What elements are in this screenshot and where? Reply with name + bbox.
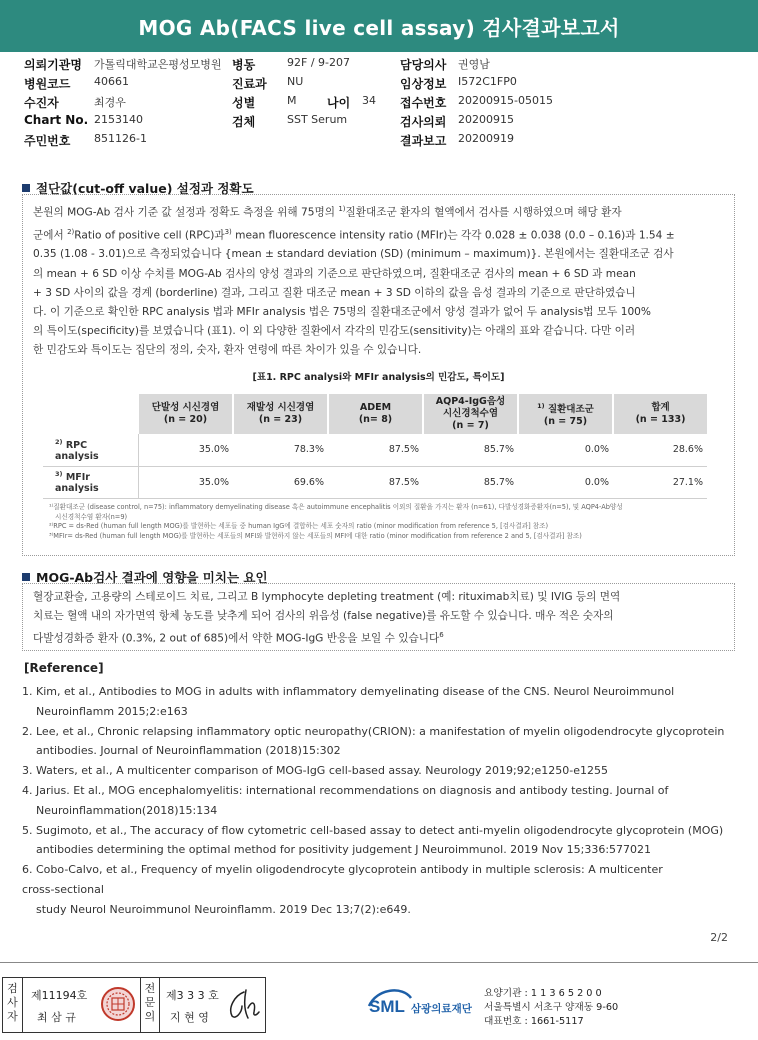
col-header: $^{1)}$ 질환대조군 (n = 75) xyxy=(518,394,613,434)
signature-box xyxy=(2,977,266,1033)
sex-value: M xyxy=(287,94,297,107)
clinical-label: 임상정보 xyxy=(400,77,447,91)
table-row xyxy=(43,466,707,498)
report-title: MOG Ab(FACS live cell assay) 검사결과보고서 xyxy=(0,0,758,52)
reference-item: 5. Sugimoto, et al., The accuracy of flow cytometric cell-based assay to detect anti-myelin oligodendrocyte glycoprotein (MOG) xyxy=(22,823,724,837)
row-header: $^{2)}$ RPC analysis xyxy=(43,434,138,466)
reference-item: 6. Cobo-Calvo, et al., Frequency of myelin oligodendrocyte glycoprotein antibody in multiple sclerosis: A multicenter xyxy=(22,863,663,877)
table-cell: 85.7% xyxy=(423,434,518,466)
reference-item: 1. Kim, et al., Antibodies to MOG in adults with inflammatory demyelinating disease of the CNS. Neurol Neuroimmunol xyxy=(22,685,675,698)
clinical-value: I572C1FP0 xyxy=(458,75,517,88)
specimen-value: SST Serum xyxy=(287,113,348,126)
table-cell: 78.3% xyxy=(233,434,328,466)
table-cell: 0.0% xyxy=(518,434,613,466)
request-label: 검사의뢰 xyxy=(400,115,447,129)
reference-item: study Neurol Neuroimmunol Neuroinflamm. 2019 Dec 13;7(2):e649. xyxy=(36,902,411,916)
recipient-label: 수진자 xyxy=(24,96,59,110)
ward-label: 병동 xyxy=(232,58,256,72)
report-date-label: 결과보고 xyxy=(400,134,447,148)
company-address: 서울특별시 서초구 양재동 9-60 xyxy=(484,1002,619,1013)
section-factors-box xyxy=(22,583,735,651)
seal-stamp xyxy=(100,986,136,1026)
doctor-label: 담당의사 xyxy=(400,58,447,72)
table-cell: 69.6% xyxy=(233,466,328,498)
section-factors-title: MOG-Ab검사 결과에 영향을 미치는 요인 xyxy=(22,568,268,586)
col-header: AQP4-IgG음성 시신경척수염 (n = 7) xyxy=(423,394,518,434)
receipt-label: 접수번호 xyxy=(400,96,447,110)
reference-item: cross-sectional xyxy=(22,882,104,896)
table-cell: 0.0% xyxy=(518,466,613,498)
institution-value: 가톨릭대학교은평성모병원 xyxy=(94,58,222,71)
table-cell: 35.0% xyxy=(138,434,233,466)
sex-label: 성별 xyxy=(232,96,256,110)
patient-info xyxy=(24,56,744,151)
reference-item: 3. Waters, et al., A multicenter comparison of MOG-IgG cell-based assay. Neurology 2019;92;e1250-e1255 xyxy=(22,764,608,778)
specialist-name: 지 현 영 xyxy=(170,1011,209,1024)
recipient-value: 최경우 xyxy=(94,96,126,109)
factors-paragraph: 혈장교환술, 고용량의 스테로이드 치료, 그리고 B lymphocyte depleting treatment (예: rituximab치료) 및 IVIG 등의 면역 치료는 혈액 내의 자가면역 항체 농도를 낮추게 되어 검사의 위음성 (false negative)를 유도할 수 있습니다. 매우 적은 숫자의 다발성경화증 환자 (0.3%, 2 out of 685)에서 약한 MOG-IgG 반응을 보일 수 있습니다$^6$ xyxy=(33,591,621,645)
section-cutoff-box xyxy=(22,194,735,556)
col-header: 합계 (n = 133) xyxy=(613,394,707,434)
specialist-license: 제3 3 3 호 xyxy=(166,989,219,1002)
institution-label: 의뢰기관명 xyxy=(24,58,82,72)
cutoff-paragraph: 본원의 MOG-Ab 검사 기준 값 설정과 정확도 측정을 위해 75명의 $^{1)}$질환대조군 환자의 혈액에서 검사를 시행하였으며 해당 환자 군에서 $^{2)}$Ratio of positive cell (RPC)과$^{3)}$ mean fluorescence intensity ratio (MFIr)는 각각 0.028 ± 0.038 (0.0 – 0.16)과 1.54 ± 0.35 (1.08 - 3.01)으로 측정되었습니다 {mean ± standard deviation (SD) (minimum – maximum)}. 본원에서는 질환대조군 검사 의 mean + 6 SD 이상 수치를 MOG-Ab 검사의 양성 결과의 기준으로 판단하였으며, 질환대조군 검사의 mean + 6 SD 과 mean + 3 SD 사이의 값을 경계 (borderline) 결과, 그리고 질환 대조군 mean + 3 SD 이하의 값을 음성 결과의 기준으로 판단하였습니 다. 이 기준으로 확인한 RPC analysis 법과 MFIr analysis 법은 75명의 질환대조군에서 양성 결과가 없어 두 analysis법 모두 100% 의 특이도(specificity)를 보였습니다 (표1). 이 외 다양한 질환에서 각각의 민감도(sensitivity)는 아래의 표와 같습니다. 다만 이러 한 민감도와 특이도는 집단의 정의, 숫자, 환자 연령에 따른 차이가 있을 수 있습니다. xyxy=(33,205,675,357)
table-row xyxy=(43,434,707,466)
results-table xyxy=(43,394,707,499)
table-cell: 28.6% xyxy=(613,434,707,466)
table-cell: 87.5% xyxy=(328,434,423,466)
id-label: 주민번호 xyxy=(24,134,71,148)
chart-value: 2153140 xyxy=(94,113,143,126)
table-cell: 35.0% xyxy=(138,466,233,498)
company-name: 삼광의료재단 xyxy=(411,1003,472,1015)
specialist-vertical-label: 전 문 의 xyxy=(140,978,160,1032)
request-value: 20200915 xyxy=(458,113,514,126)
specimen-label: 검체 xyxy=(232,115,256,129)
reference-item: antibodies. Journal of Neuroinflammation (2018)15:302 xyxy=(36,744,341,758)
hospital-code-value: 40661 xyxy=(94,75,129,88)
reference-item: 4. Jarius. Et al., MOG encephalomyelitis: international recommendations on diagnosis and antibody testing. Journal of xyxy=(22,783,669,797)
receipt-value: 20200915-05015 xyxy=(458,94,553,107)
dept-label: 진료과 xyxy=(232,77,267,91)
hospital-code-label: 병원코드 xyxy=(24,77,71,91)
col-header: 단발성 시신경염 (n = 20) xyxy=(138,394,233,434)
page-number: 2/2 xyxy=(710,931,728,944)
reference-item: Neuroinflamm 2015;2:e163 xyxy=(36,704,188,718)
examiner-license: 제11194호 xyxy=(31,989,88,1002)
footer-divider xyxy=(0,962,758,963)
reference-title: [Reference] xyxy=(24,661,104,675)
table-cell: 27.1% xyxy=(613,466,707,498)
col-header: ADEM (n= 8) xyxy=(328,394,423,434)
section-cutoff-title: 절단값(cut-off value) 설정과 정확도 xyxy=(22,179,254,197)
report-date-value: 20200919 xyxy=(458,132,514,145)
table-cell: 85.7% xyxy=(423,466,518,498)
ward-value: 92F / 9-207 xyxy=(287,56,350,69)
table-corner xyxy=(43,394,138,434)
signature-image xyxy=(224,986,262,1028)
institution-number: 요양기관 : 1 1 3 6 5 2 0 0 xyxy=(484,988,602,999)
row-header: $^{3)}$ MFIr analysis xyxy=(43,466,138,498)
reference-list xyxy=(22,682,732,920)
sml-logo-text: SML xyxy=(369,997,405,1016)
company-info xyxy=(484,987,618,1029)
table-caption: [표1. RPC analysi와 MFIr analysis의 민감도, 특이도] xyxy=(252,372,505,383)
sml-logo xyxy=(367,986,479,1026)
reference-item: 2. Lee, et al., Chronic relapsing inflammatory optic neuropathy(CRION): a manifestation of myelin oligodendrocyte glycoprotein xyxy=(22,724,725,738)
age-value: 34 xyxy=(362,94,376,107)
id-value: 851126-1 xyxy=(94,132,147,145)
chart-label: Chart No. xyxy=(24,113,89,127)
dept-value: NU xyxy=(287,75,304,88)
table-cell: 87.5% xyxy=(328,466,423,498)
table-footnotes: ¹⁾질환대조군 (disease control, n=75): inflammatory demyelinating disease 혹은 autoimmune encephalitis 이외의 질환을 가지는 환자 (n=61), 다발성경화증환자(n=5), 및 AQP4-Ab양성 시신경척수염 환자(n=9) ²⁾RPC = ds-Red (human full length MOG)를 발현하는 세포들 중 human IgG에 결합하는 세포 숫자의 ratio (minor modification from reference 5, [검사결과] 참조) ³⁾MFIr= ds-Red (human full length MOG)를 발현하는 세포들의 MFI와 발현하지 않는 세포들의 MFI에 대한 ratio (minor modification from reference 2 and 5, [검사결과] 참조) xyxy=(49,503,623,540)
doctor-value: 권영남 xyxy=(458,58,490,71)
examiner-name: 최 삼 규 xyxy=(37,1011,76,1024)
reference-item: antibodies determining the optimal method for positivity judgement J Neuroimmunol. 2019 Nov 15;336:577021 xyxy=(36,843,652,857)
examiner-vertical-label: 검 사 자 xyxy=(3,978,23,1032)
reference-item: Neuroinflammation(2018)15:134 xyxy=(36,803,218,817)
col-header: 재발성 시신경염 (n = 23) xyxy=(233,394,328,434)
age-label: 나이 xyxy=(327,96,351,110)
company-phone: 대표번호 : 1661-5117 xyxy=(484,1016,584,1027)
